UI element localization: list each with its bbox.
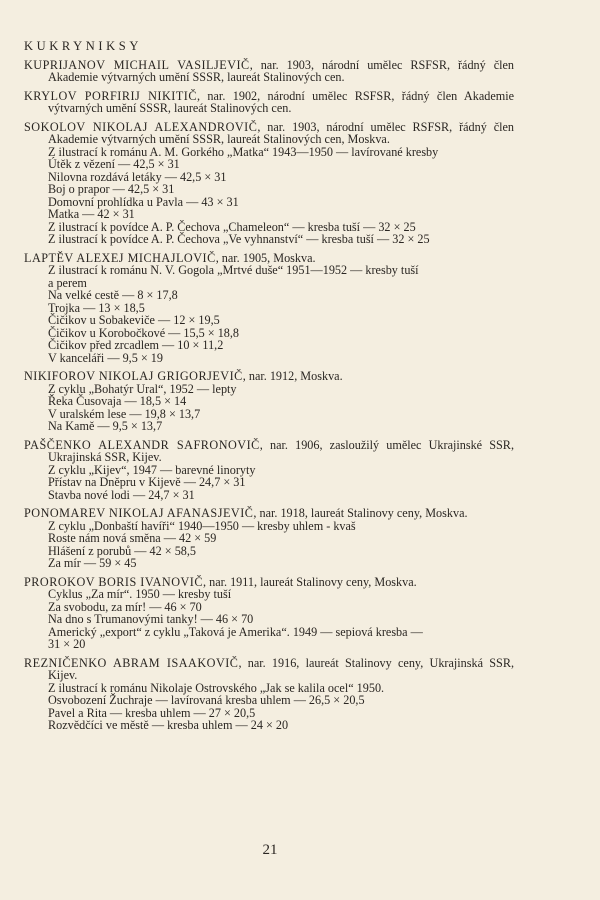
- artwork-line: Rozvědčíci ve městě — kresba uhlem — 24 × 20: [48, 718, 289, 732]
- artist-name: SOKOLOV NIKOLAJ ALEXANDROVIČ: [24, 119, 258, 134]
- artist-entry: [24, 576, 514, 651]
- artist-entry: [24, 59, 514, 84]
- artwork-line: Na dno s Trumanovými tanky! — 46 × 70: [48, 612, 254, 626]
- catalog-page: [24, 40, 514, 738]
- artist-bio: , nar. 1902, národní umělec RSFSR, řádný člen Akademie výtvarných umění SSSR, laureát Stalinových cen.: [48, 88, 515, 115]
- artist-header: [24, 507, 514, 520]
- artist-bio: , nar. 1916, laureát Stalinovy ceny, Ukrajinská SSR, Kijev.: [48, 655, 514, 682]
- artwork-line: Na Kamě — 9,5 × 13,7: [48, 419, 163, 433]
- artist-header: [24, 59, 514, 84]
- artwork-line: V kanceláři — 9,5 × 19: [48, 350, 163, 365]
- artwork-line: Za svobodu, za mír! — 46 × 70: [48, 599, 202, 614]
- artist-header: [24, 657, 514, 682]
- artist-header: [24, 370, 514, 383]
- artwork-line: Boj o prapor — 42,5 × 31: [48, 182, 175, 196]
- artwork-line: Čičikov u Sobakeviče — 12 × 19,5: [48, 313, 220, 327]
- artist-bio: , nar. 1905, Moskva.: [215, 250, 316, 265]
- artist-name: REZNIČENKO ABRAM ISAAKOVIČ: [24, 655, 239, 670]
- artwork-line: Z cyklu „Kijev“, 1947 — barevné linoryty: [48, 462, 256, 477]
- artist-bio: , nar. 1903, národní umělec RSFSR, řádný člen Akademie výtvarných umění SSSR, laureát Stalinových cen, Moskva.: [48, 119, 514, 146]
- artwork-line: V uralském lese — 19,8 × 13,7: [48, 406, 201, 421]
- artist-name: LAPTĚV ALEXEJ MICHAJLOVIČ: [24, 250, 216, 265]
- artist-bio: , nar. 1911, laureát Stalinovy ceny, Moskva.: [203, 574, 417, 589]
- artist-entries: [24, 59, 514, 732]
- artist-bio: , nar. 1906, zasloužilý umělec Ukrajinské SSR, Ukrajinská SSR, Kijev.: [48, 437, 514, 464]
- artwork-line: Řeka Čusovaja — 18,5 × 14: [48, 394, 187, 408]
- artist-name: KRYLOV PORFIRIJ NIKITIČ: [24, 88, 197, 103]
- artwork-line: Z cyklu „Donbaští havíři“ 1940—1950 — kresby uhlem - kvaš: [48, 518, 356, 533]
- artist-entry: [24, 657, 514, 732]
- artwork-line: Čičikov u Korobočkové — 15,5 × 18,8: [48, 325, 240, 340]
- artist-header: [24, 121, 514, 146]
- artist-entry: [24, 252, 514, 365]
- artwork-line: 31 × 20: [48, 637, 86, 651]
- page-number: 21: [262, 842, 278, 858]
- artist-name: KUPRIJANOV MICHAIL VASILJEVIČ: [24, 57, 250, 72]
- artist-name: PONOMAREV NIKOLAJ AFANASJEVIČ: [24, 506, 254, 520]
- artwork-line: Na velké cestě — 8 × 17,8: [48, 288, 178, 302]
- artist-header: [24, 439, 514, 464]
- artwork-line: Z ilustrací k románu Nikolaje Ostrovského „Jak se kalila ocel“ 1950.: [48, 680, 385, 695]
- artist-bio: , nar. 1918, laureát Stalinovy ceny, Moskva.: [253, 506, 468, 520]
- artist-name: PAŠČENKO ALEXANDR SAFRONOVIČ: [24, 437, 260, 452]
- artist-header: [24, 90, 514, 115]
- artwork-list: [24, 383, 514, 433]
- artist-entry: [24, 370, 514, 433]
- artwork-line: Americký „export“ z cyklu „Taková je Amerika“. 1949 — sepiová kresba —: [48, 624, 423, 639]
- artwork-list: [24, 682, 514, 732]
- artwork-list: [24, 146, 514, 246]
- artist-bio: , nar. 1912, Moskva.: [242, 369, 343, 383]
- artist-entry: [24, 439, 514, 502]
- artwork-line: Z ilustrací k románu N. V. Gogola „Mrtvé duše“ 1951—1952 — kresby tuší: [48, 263, 419, 277]
- artwork-list: [24, 464, 514, 502]
- artwork-line: Z ilustrací k povídce A. P. Čechova „Chameleon“ — kresba tuší — 32 × 25: [48, 219, 416, 234]
- artwork-line: Útěk z vězení — 42,5 × 31: [48, 157, 180, 171]
- artist-entry: [24, 90, 514, 115]
- artwork-line: Hlášení z porubů — 42 × 58,5: [48, 543, 197, 558]
- artwork-line: Stavba nové lodi — 24,7 × 31: [48, 487, 195, 502]
- artwork-line: Pavel a Rita — kresba uhlem — 27 × 20,5: [48, 705, 256, 720]
- artwork-line: Roste nám nová směna — 42 × 59: [48, 531, 217, 545]
- artwork-line: Za mír — 59 × 45: [48, 556, 137, 570]
- artist-entry: [24, 121, 514, 246]
- artwork-line: Z cyklu „Bohatýr Ural“, 1952 — lepty: [48, 381, 237, 396]
- artwork-line: Cyklus „Za mír“. 1950 — kresby tuší: [48, 587, 232, 601]
- artwork-line: Osvobození Žuchraje — lavírovaná kresba uhlem — 26,5 × 20,5: [48, 693, 365, 707]
- artwork-line: Matka — 42 × 31: [48, 207, 135, 221]
- artwork-line: Čičikov před zrcadlem — 10 × 11,2: [48, 338, 224, 352]
- section-heading: KUKRYNIKSY: [24, 39, 142, 53]
- artist-entry: [24, 507, 514, 570]
- artwork-list: [24, 264, 514, 364]
- artist-name: NIKIFOROV NIKOLAJ GRIGORJEVIČ: [24, 369, 243, 383]
- artwork-list: [24, 520, 514, 570]
- artist-bio: , nar. 1903, národní umělec RSFSR, řádný člen Akademie výtvarných umění SSSR, laureát Stalinových cen.: [48, 57, 514, 84]
- artwork-line: Nilovna rozdává letáky — 42,5 × 31: [48, 169, 227, 184]
- artwork-line: Domovní prohlídka u Pavla — 43 × 31: [48, 194, 239, 209]
- artwork-line: Přístav na Dněpru v Kijevě — 24,7 × 31: [48, 475, 246, 489]
- artwork-line: a perem: [48, 275, 87, 290]
- artwork-line: Trojka — 13 × 18,5: [48, 300, 145, 315]
- artwork-list: [24, 588, 514, 651]
- artwork-line: Z ilustrací k románu A. M. Gorkého „Matka“ 1943—1950 — lavírované kresby: [48, 144, 439, 159]
- artist-name: PROROKOV BORIS IVANOVIČ: [24, 574, 203, 589]
- artwork-line: Z ilustrací k povídce A. P. Čechova „Ve vyhnanství“ — kresba tuší — 32 × 25: [48, 232, 430, 246]
